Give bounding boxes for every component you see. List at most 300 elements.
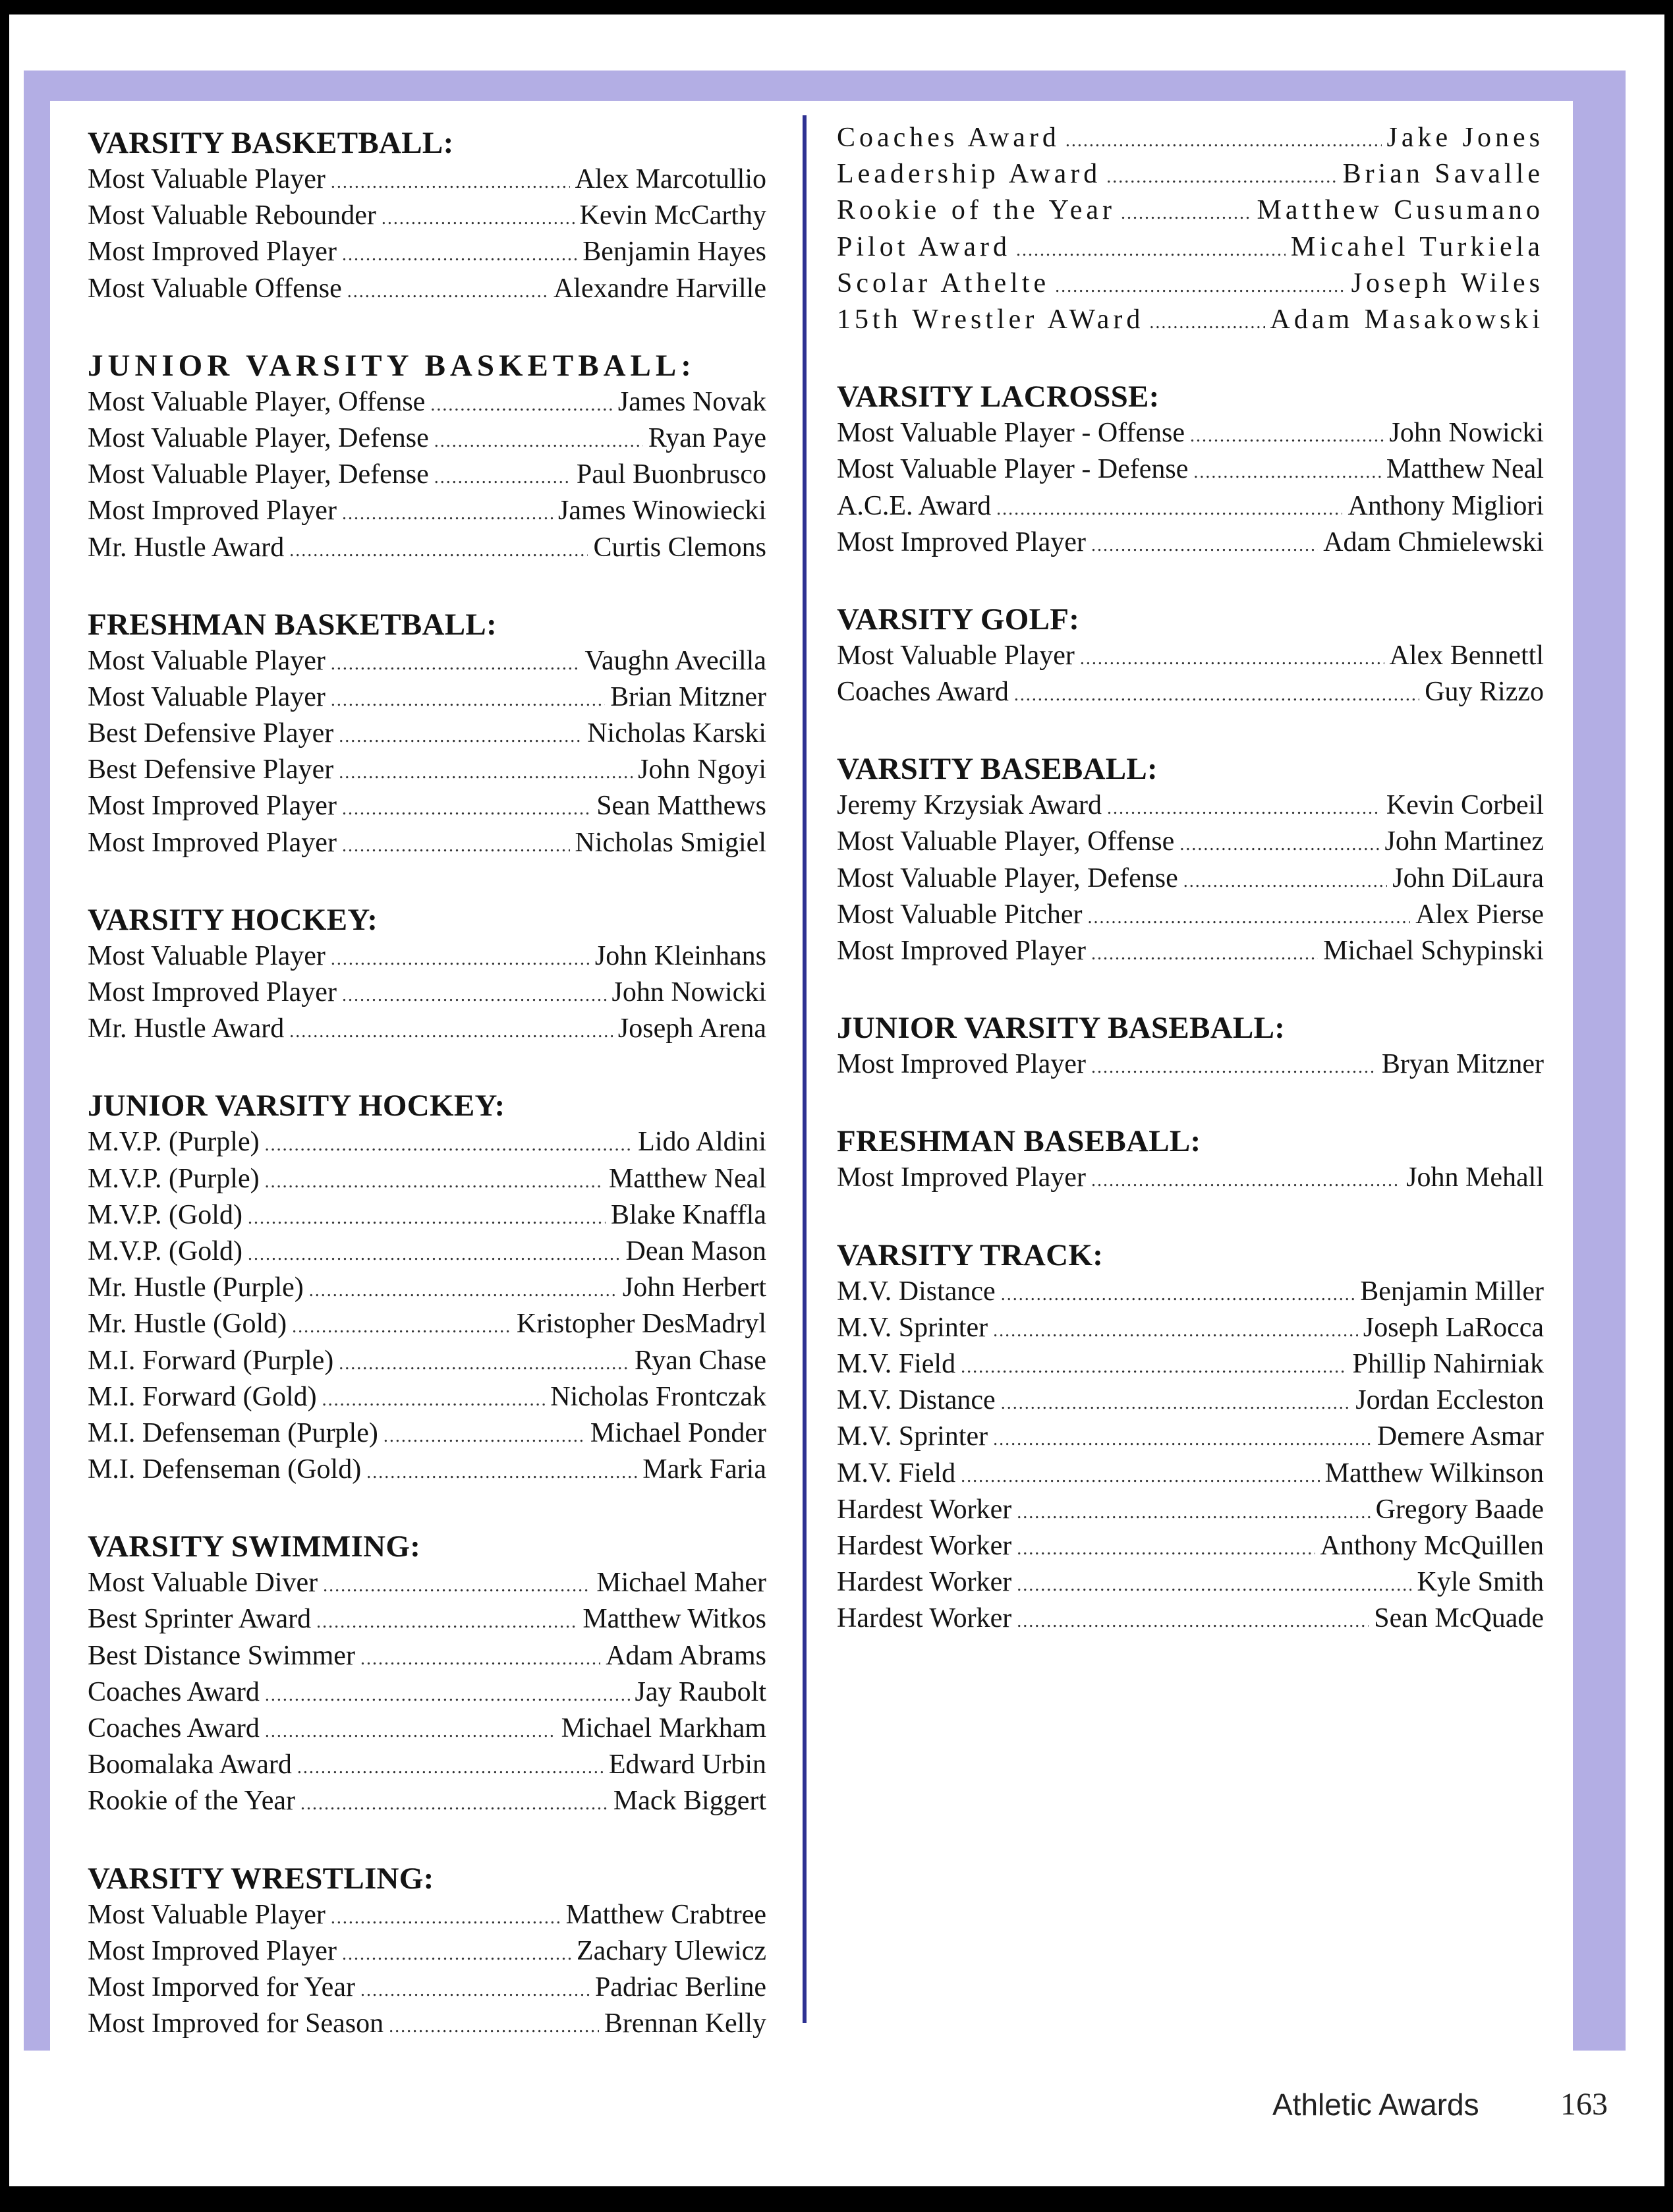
award-row xyxy=(837,897,1544,933)
recipient-name: Nicholas Smigiel xyxy=(575,827,766,858)
award-row xyxy=(88,1270,766,1306)
dot-leader xyxy=(342,496,553,532)
recipient-name: Alex Pierse xyxy=(1415,899,1544,930)
recipient-name: Matthew Neal xyxy=(608,1163,766,1194)
dot-leader xyxy=(289,1013,613,1050)
dot-leader xyxy=(331,941,590,977)
dot-leader xyxy=(1091,527,1318,563)
award-title: M.V.P. (Gold) xyxy=(88,1199,242,1230)
recipient-name: Guy Rizzo xyxy=(1425,677,1544,708)
dot-leader xyxy=(323,1568,591,1604)
award-row xyxy=(88,1379,766,1415)
dot-leader xyxy=(342,977,607,1013)
recipient-name: Kevin McCarthy xyxy=(579,200,766,231)
award-row xyxy=(88,493,766,529)
section-heading: VARSITY WRESTLING: xyxy=(88,1861,434,1896)
award-row xyxy=(837,1601,1544,1637)
award-row xyxy=(88,1674,766,1711)
award-row xyxy=(837,120,1544,156)
award-title: Best Defensive Player xyxy=(88,718,334,749)
award-title: Mr. Hustle Award xyxy=(88,1013,285,1044)
recipient-name: Jake Jones xyxy=(1386,123,1544,153)
section-heading: JUNIOR VARSITY HOCKEY: xyxy=(88,1089,505,1123)
dot-leader xyxy=(322,1382,546,1418)
recipient-name: Bryan Mitzner xyxy=(1381,1049,1544,1080)
recipient-name: Lido Aldini xyxy=(638,1127,766,1158)
recipient-name: James Novak xyxy=(617,386,766,417)
recipient-name: Benjamin Miller xyxy=(1360,1276,1544,1307)
award-title: Most Valuable Player, Defense xyxy=(837,863,1178,893)
award-title: Coaches Award xyxy=(88,1676,260,1707)
dot-leader xyxy=(1106,159,1337,195)
award-title: Hardest Worker xyxy=(837,1530,1012,1561)
recipient-name: John Martinez xyxy=(1384,826,1544,857)
award-title: M.V. Sprinter xyxy=(837,1312,988,1343)
award-title: Most Valuable Player xyxy=(88,681,326,712)
recipient-name: Matthew Neal xyxy=(1386,454,1544,485)
award-title: M.I. Forward (Purple) xyxy=(88,1345,334,1376)
section-heading: FRESHMAN BASKETBALL: xyxy=(88,607,497,642)
dot-leader xyxy=(248,1236,621,1272)
recipient-name: Brennan Kelly xyxy=(604,2008,766,2039)
award-row xyxy=(88,1234,766,1270)
award-row xyxy=(88,1565,766,1601)
award-title: Most Valuable Player, Defense xyxy=(88,422,429,453)
award-row xyxy=(88,1747,766,1783)
award-title: M.I. Defenseman (Purple) xyxy=(88,1417,378,1448)
dot-leader xyxy=(309,1272,617,1309)
award-title: Most Valuable Player xyxy=(88,1899,326,1930)
award-title: M.I. Defenseman (Gold) xyxy=(88,1454,362,1485)
footer-section-label: Athletic Awards xyxy=(1272,2087,1479,2122)
recipient-name: Jordan Eccleston xyxy=(1355,1385,1544,1416)
dot-leader xyxy=(434,459,571,496)
award-row xyxy=(88,643,766,679)
award-row xyxy=(88,198,766,234)
award-row xyxy=(88,1343,766,1379)
dot-leader xyxy=(1193,454,1380,490)
award-title: 15th Wrestler AWard xyxy=(837,304,1145,335)
dot-leader xyxy=(265,1713,556,1749)
dot-leader xyxy=(1080,640,1384,677)
award-row xyxy=(88,1011,766,1047)
dot-leader xyxy=(297,1749,604,1786)
award-row xyxy=(837,861,1544,897)
award-title: Most Improved for Season xyxy=(88,2008,384,2039)
recipient-name: Nicholas Karski xyxy=(587,718,766,749)
dot-leader xyxy=(1088,899,1411,936)
dot-leader xyxy=(360,1972,590,2008)
dot-leader xyxy=(1055,268,1346,304)
award-title: Coaches Award xyxy=(88,1713,260,1744)
recipient-name: Adam Chmielewski xyxy=(1323,526,1544,557)
recipient-name: John DiLaura xyxy=(1392,863,1544,893)
dot-leader xyxy=(389,2008,599,2045)
section-heading: JUNIOR VARSITY BASEBALL: xyxy=(837,1011,1286,1046)
dot-leader xyxy=(342,791,591,827)
dot-leader xyxy=(265,1677,630,1713)
award-title: M.V.P. (Purple) xyxy=(88,1163,260,1194)
left-column xyxy=(88,125,766,2042)
award-section-varsity-baseball xyxy=(837,751,1544,969)
dot-leader xyxy=(342,1936,571,1972)
award-title: A.C.E. Award xyxy=(837,490,992,521)
dot-leader xyxy=(1179,826,1379,863)
dot-leader xyxy=(331,164,570,200)
recipient-name: Demere Asmar xyxy=(1376,1421,1544,1452)
award-row xyxy=(837,451,1544,488)
recipient-name: Edward Urbin xyxy=(608,1749,766,1780)
award-title: Most Improved Player xyxy=(88,1935,337,1966)
award-title: Pilot Award xyxy=(837,231,1011,262)
award-row xyxy=(88,530,766,566)
award-section-junior-varsity-hockey xyxy=(88,1088,766,1488)
award-row xyxy=(88,1897,766,1933)
award-section-continued xyxy=(837,120,1544,338)
award-row xyxy=(88,2006,766,2042)
recipient-name: Vaughn Avecilla xyxy=(584,645,766,676)
award-title: Most Improved Player xyxy=(88,827,337,858)
recipient-name: Micahel Turkiela xyxy=(1290,231,1544,262)
award-row xyxy=(88,384,766,420)
award-row xyxy=(837,1382,1544,1419)
recipient-name: Brian Savalle xyxy=(1342,159,1544,190)
award-section-varsity-golf xyxy=(837,602,1544,710)
award-row xyxy=(88,1601,766,1637)
dot-leader xyxy=(316,1604,577,1640)
award-title: Best Defensive Player xyxy=(88,754,334,785)
award-title: Most Improved Player xyxy=(837,1049,1086,1080)
section-heading: VARSITY BASEBALL: xyxy=(837,752,1158,787)
recipient-name: John Nowicki xyxy=(611,977,766,1007)
recipient-name: John Mehall xyxy=(1406,1162,1544,1193)
award-row xyxy=(837,302,1544,338)
scan-border-right xyxy=(1664,0,1673,2212)
dot-leader xyxy=(339,718,582,754)
dot-leader xyxy=(331,682,605,718)
recipient-name: Ryan Chase xyxy=(634,1345,766,1376)
scan-border-left xyxy=(0,0,9,2212)
recipient-name: Alex Bennettl xyxy=(1389,640,1544,671)
award-row xyxy=(837,1274,1544,1310)
award-row xyxy=(88,1415,766,1452)
dot-leader xyxy=(1107,790,1381,826)
dot-leader xyxy=(1017,1567,1411,1603)
award-section-varsity-hockey xyxy=(88,902,766,1048)
dot-leader xyxy=(961,1349,1347,1385)
dot-leader xyxy=(434,423,643,459)
award-row xyxy=(837,933,1544,969)
dot-leader xyxy=(430,387,613,423)
award-row xyxy=(837,525,1544,561)
award-title: Most Valuable Player - Offense xyxy=(837,418,1185,449)
recipient-name: Matthew Cusumano xyxy=(1257,195,1544,226)
recipient-name: Matthew Crabtree xyxy=(565,1899,766,1930)
recipient-name: Jay Raubolt xyxy=(635,1676,766,1707)
section-heading: VARSITY HOCKEY: xyxy=(88,902,378,937)
award-title: Most Valuable Diver xyxy=(88,1568,318,1599)
page-number: 163 xyxy=(1560,2087,1608,2122)
recipient-name: Sean Matthews xyxy=(596,791,766,822)
award-title: Hardest Worker xyxy=(837,1494,1012,1525)
recipient-name: John Kleinhans xyxy=(594,940,766,971)
dot-leader xyxy=(366,1454,637,1490)
award-row xyxy=(837,787,1544,824)
award-row xyxy=(837,638,1544,674)
award-row xyxy=(837,156,1544,192)
award-row xyxy=(837,1346,1544,1382)
dot-leader xyxy=(339,754,633,791)
award-row xyxy=(88,1711,766,1747)
award-row xyxy=(88,420,766,457)
award-title: M.I. Forward (Gold) xyxy=(88,1381,317,1412)
section-heading: JUNIOR VARSITY BASKETBALL: xyxy=(88,348,696,383)
award-section-varsity-wrestling xyxy=(88,1861,766,2043)
recipient-name: Sean McQuade xyxy=(1374,1603,1544,1634)
dot-leader xyxy=(342,237,577,273)
dot-leader xyxy=(1017,1603,1369,1639)
section-heading: VARSITY SWIMMING: xyxy=(88,1529,421,1564)
award-title: Most Improved Player xyxy=(837,1162,1086,1193)
award-title: M.V.P. (Gold) xyxy=(88,1235,242,1266)
recipient-name: Joseph Wiles xyxy=(1351,268,1544,298)
award-row xyxy=(88,825,766,861)
dot-leader xyxy=(292,1309,511,1345)
right-column xyxy=(837,120,1544,1637)
recipient-name: Curtis Clemons xyxy=(593,532,766,563)
award-section-varsity-basketball xyxy=(88,125,766,307)
dot-leader xyxy=(1091,1162,1401,1199)
dot-leader xyxy=(1149,304,1264,341)
award-row xyxy=(837,415,1544,451)
recipient-name: Gregory Baade xyxy=(1375,1494,1544,1525)
recipient-name: John Ngoyi xyxy=(638,754,766,785)
award-title: Most Improved Player xyxy=(88,496,337,526)
award-title: Most Improved Player xyxy=(88,977,337,1007)
recipient-name: Michael Maher xyxy=(596,1568,766,1599)
section-heading: VARSITY TRACK: xyxy=(837,1237,1104,1272)
recipient-name: Michael Markham xyxy=(561,1713,766,1744)
award-row xyxy=(837,488,1544,525)
award-row xyxy=(837,1046,1544,1083)
award-title: Most Valuable Player xyxy=(837,640,1075,671)
award-row xyxy=(88,1638,766,1674)
recipient-name: Paul Buonbrusco xyxy=(576,459,766,490)
award-row xyxy=(88,1161,766,1197)
award-section-junior-varsity-baseball xyxy=(837,1010,1544,1083)
award-title: Most Valuable Rebounder xyxy=(88,200,376,231)
dot-leader xyxy=(300,1786,608,1822)
award-section-freshman-baseball xyxy=(837,1123,1544,1196)
award-row xyxy=(88,788,766,824)
award-row xyxy=(88,1970,766,2006)
recipient-name: Adam Abrams xyxy=(606,1640,766,1671)
award-row xyxy=(88,161,766,198)
award-title: Scolar Athelte xyxy=(837,268,1050,298)
dot-leader xyxy=(331,1900,561,1936)
award-row xyxy=(88,234,766,270)
award-row xyxy=(837,1310,1544,1346)
dot-leader xyxy=(1091,936,1318,972)
award-row xyxy=(837,824,1544,860)
award-title: Boomalaka Award xyxy=(88,1749,292,1780)
section-heading: FRESHMAN BASEBALL: xyxy=(837,1124,1201,1159)
section-heading: VARSITY GOLF: xyxy=(837,602,1080,637)
award-section-varsity-track xyxy=(837,1237,1544,1637)
recipient-name: Matthew Wilkinson xyxy=(1324,1458,1544,1489)
award-title: Hardest Worker xyxy=(837,1603,1012,1634)
recipient-name: Mack Biggert xyxy=(613,1786,766,1817)
dot-leader xyxy=(1065,123,1382,159)
award-title: Best Sprinter Award xyxy=(88,1604,312,1635)
recipient-name: John Nowicki xyxy=(1389,418,1544,449)
award-title: Most Imporved for Year xyxy=(88,1971,355,2002)
award-title: Mr. Hustle Award xyxy=(88,532,285,563)
recipient-name: Zachary Ulewicz xyxy=(577,1935,766,1966)
dot-leader xyxy=(1091,1049,1376,1085)
award-section-varsity-swimming xyxy=(88,1529,766,1819)
dot-leader xyxy=(1001,1276,1355,1313)
recipient-name: Nicholas Frontczak xyxy=(550,1381,766,1412)
dot-leader xyxy=(265,1164,604,1200)
award-row xyxy=(837,674,1544,710)
recipient-name: Matthew Witkos xyxy=(582,1604,766,1635)
award-row xyxy=(837,1419,1544,1455)
recipient-name: Anthony McQuillen xyxy=(1320,1530,1544,1561)
award-title: Most Valuable Offense xyxy=(88,273,342,304)
award-title: Best Distance Swimmer xyxy=(88,1640,355,1671)
award-row xyxy=(88,752,766,788)
column-divider xyxy=(803,115,807,2023)
award-row xyxy=(88,679,766,716)
award-row xyxy=(88,271,766,307)
recipient-name: Ryan Paye xyxy=(648,422,766,453)
award-title: Rookie of the Year xyxy=(88,1786,295,1817)
dot-leader xyxy=(360,1641,600,1677)
award-title: Coaches Award xyxy=(837,123,1060,153)
recipient-name: Adam Masakowski xyxy=(1270,304,1544,335)
award-title: M.V. Sprinter xyxy=(837,1421,988,1452)
award-row xyxy=(837,1160,1544,1196)
award-title: Most Valuable Player xyxy=(88,164,326,194)
award-title: Most Improved Player xyxy=(837,526,1086,557)
award-row xyxy=(837,1456,1544,1492)
recipient-name: Brian Mitzner xyxy=(610,681,766,712)
section-heading: VARSITY LACROSSE: xyxy=(837,380,1160,414)
award-title: Most Valuable Player, Offense xyxy=(88,386,426,417)
award-row xyxy=(88,1197,766,1234)
award-row xyxy=(88,975,766,1011)
dot-leader xyxy=(993,1421,1372,1458)
recipient-name: John Herbert xyxy=(622,1272,766,1303)
dot-leader xyxy=(1183,863,1387,899)
recipient-name: Kevin Corbeil xyxy=(1386,790,1544,821)
award-title: M.V.P. (Purple) xyxy=(88,1127,260,1158)
scan-border-top xyxy=(0,0,1673,14)
award-row xyxy=(837,1528,1544,1564)
recipient-name: Phillip Nahirniak xyxy=(1352,1348,1544,1379)
dot-leader xyxy=(289,532,588,569)
award-title: Most Improved Player xyxy=(837,936,1086,966)
scan-border-bottom xyxy=(0,2186,1673,2212)
recipient-name: Mark Faria xyxy=(642,1454,766,1485)
award-title: Coaches Award xyxy=(837,677,1009,708)
dot-leader xyxy=(1017,1494,1370,1531)
award-title: Most Valuable Player, Offense xyxy=(837,826,1175,857)
dot-leader xyxy=(339,1346,629,1382)
dot-leader xyxy=(993,1313,1358,1349)
award-title: Most Valuable Player, Defense xyxy=(88,459,429,490)
recipient-name: Padriac Berline xyxy=(594,1971,766,2002)
dot-leader xyxy=(382,200,575,237)
award-title: Leadership Award xyxy=(837,159,1102,190)
recipient-name: Kyle Smith xyxy=(1417,1567,1544,1598)
recipient-name: Dean Mason xyxy=(625,1235,766,1266)
award-title: Most Valuable Player xyxy=(88,645,326,676)
recipient-name: James Winowiecki xyxy=(558,496,766,526)
award-row xyxy=(88,1124,766,1160)
dot-leader xyxy=(347,273,548,310)
award-title: M.V. Distance xyxy=(837,1385,996,1416)
award-row xyxy=(837,1492,1544,1528)
dot-leader xyxy=(331,646,580,682)
award-row xyxy=(88,1306,766,1342)
award-title: Jeremy Krzysiak Award xyxy=(837,790,1102,821)
recipient-name: Alexandre Harville xyxy=(553,273,766,304)
award-title: M.V. Field xyxy=(837,1348,956,1379)
recipient-name: Anthony Migliori xyxy=(1347,490,1544,521)
dot-leader xyxy=(996,491,1342,527)
recipient-name: Benjamin Hayes xyxy=(582,237,766,268)
award-title: Most Improved Player xyxy=(88,791,337,822)
dot-leader xyxy=(342,828,570,864)
dot-leader xyxy=(1017,1531,1315,1567)
dot-leader xyxy=(961,1458,1320,1494)
recipient-name: Michael Schypinski xyxy=(1323,936,1544,966)
award-row xyxy=(88,938,766,975)
dot-leader xyxy=(1016,232,1286,268)
recipient-name: Joseph LaRocca xyxy=(1363,1312,1544,1343)
dot-leader xyxy=(1121,195,1252,231)
recipient-name: Kristopher DesMadryl xyxy=(516,1309,766,1340)
award-section-freshman-basketball xyxy=(88,607,766,861)
award-title: M.V. Field xyxy=(837,1458,956,1489)
award-title: Mr. Hustle (Gold) xyxy=(88,1309,287,1340)
award-row xyxy=(88,457,766,493)
award-title: Most Valuable Pitcher xyxy=(837,899,1083,930)
award-title: Most Valuable Player xyxy=(88,940,326,971)
award-row xyxy=(837,266,1544,302)
award-title: M.V. Distance xyxy=(837,1276,996,1307)
award-row xyxy=(837,1564,1544,1601)
recipient-name: Michael Ponder xyxy=(590,1417,766,1448)
award-row xyxy=(837,229,1544,266)
recipient-name: Blake Knaffla xyxy=(611,1199,766,1230)
award-title: Most Improved Player xyxy=(88,237,337,268)
award-section-varsity-lacrosse xyxy=(837,379,1544,561)
award-row xyxy=(837,192,1544,229)
dot-leader xyxy=(383,1418,585,1454)
award-row xyxy=(88,1452,766,1488)
dot-leader xyxy=(1190,418,1384,454)
award-title: Mr. Hustle (Purple) xyxy=(88,1272,304,1303)
recipient-name: Joseph Arena xyxy=(617,1013,766,1044)
award-section-junior-varsity-basketball xyxy=(88,348,766,566)
dot-leader xyxy=(265,1127,633,1163)
section-heading: VARSITY BASKETBALL: xyxy=(88,126,454,160)
dot-leader xyxy=(1014,677,1419,713)
award-row xyxy=(88,716,766,752)
